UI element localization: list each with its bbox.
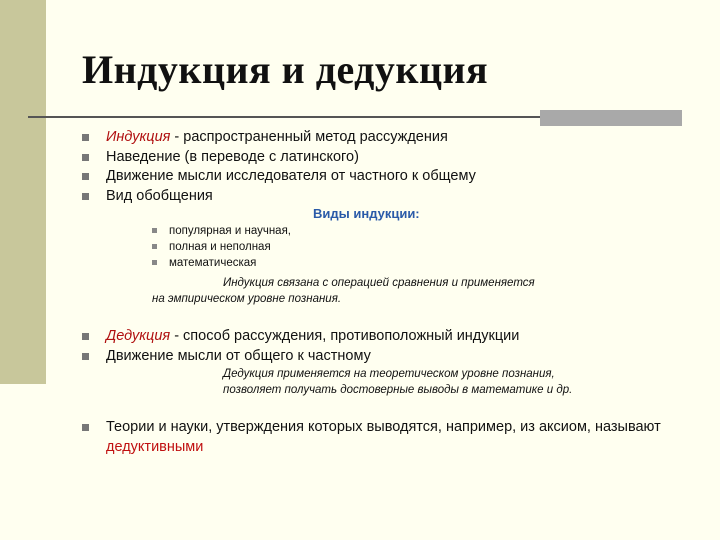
list-item-text: - распространенный метод рассуждения bbox=[170, 129, 448, 145]
list-item-text: Теории и науки, утверждения которых выводятся, например, из аксиом, называют bbox=[106, 419, 661, 435]
induction-note-line2: на эмпирическом уровне познания. bbox=[152, 293, 342, 305]
list-item-text: Наведение (в переводе с латинского) bbox=[106, 148, 359, 165]
list-item bbox=[82, 148, 476, 168]
list-item-text: полная и неполная bbox=[169, 241, 271, 253]
induction-note-line1: Индукция связана с операцией сравнения и применяется bbox=[223, 277, 535, 289]
induction-kinds-list bbox=[152, 223, 291, 271]
bullet-square-icon bbox=[82, 173, 89, 180]
bullet-square-icon bbox=[82, 134, 89, 141]
list-item bbox=[152, 223, 291, 239]
slide-title: Индукция и дедукция bbox=[82, 47, 489, 92]
list-item bbox=[152, 255, 291, 271]
theories-list bbox=[82, 418, 666, 457]
bullet-square-icon bbox=[82, 424, 89, 431]
list-item bbox=[82, 187, 476, 207]
list-item bbox=[82, 327, 519, 347]
bullet-square-icon bbox=[152, 244, 157, 249]
bullet-square-icon bbox=[82, 193, 89, 200]
list-item bbox=[82, 167, 476, 187]
bullet-square-icon bbox=[152, 228, 157, 233]
bullet-square-icon bbox=[82, 333, 89, 340]
deduction-list bbox=[82, 327, 519, 366]
list-item-text: - способ рассуждения, противоположный индукции bbox=[170, 328, 520, 344]
list-item bbox=[152, 239, 291, 255]
list-item-text: Движение мысли от общего к частному bbox=[106, 347, 371, 364]
list-item-text: Движение мысли исследователя от частного к общему bbox=[106, 168, 476, 184]
term-deduction: Дедукция bbox=[106, 328, 171, 344]
bullet-square-icon bbox=[82, 353, 89, 360]
list-item bbox=[82, 128, 476, 148]
induction-list bbox=[82, 128, 476, 206]
list-item-text: математическая bbox=[169, 257, 257, 269]
list-item-text: Вид обобщения bbox=[106, 187, 213, 204]
bullet-square-icon bbox=[152, 260, 157, 265]
divider-accent-block bbox=[540, 110, 682, 126]
bullet-square-icon bbox=[82, 154, 89, 161]
list-item-text: популярная и научная, bbox=[169, 225, 291, 237]
deduction-note-line1: Дедукция применяется на теоретическом уровне познания, bbox=[223, 368, 555, 380]
decorative-sidebar bbox=[0, 0, 46, 384]
term-induction: Индукция bbox=[106, 129, 171, 145]
deduction-note-line2: позволяет получать достоверные выводы в математике и др. bbox=[223, 384, 573, 396]
induction-kinds-heading: Виды индукции: bbox=[313, 206, 420, 221]
list-item bbox=[82, 418, 666, 457]
term-deductive: дедуктивными bbox=[106, 438, 204, 455]
list-item bbox=[82, 347, 519, 367]
